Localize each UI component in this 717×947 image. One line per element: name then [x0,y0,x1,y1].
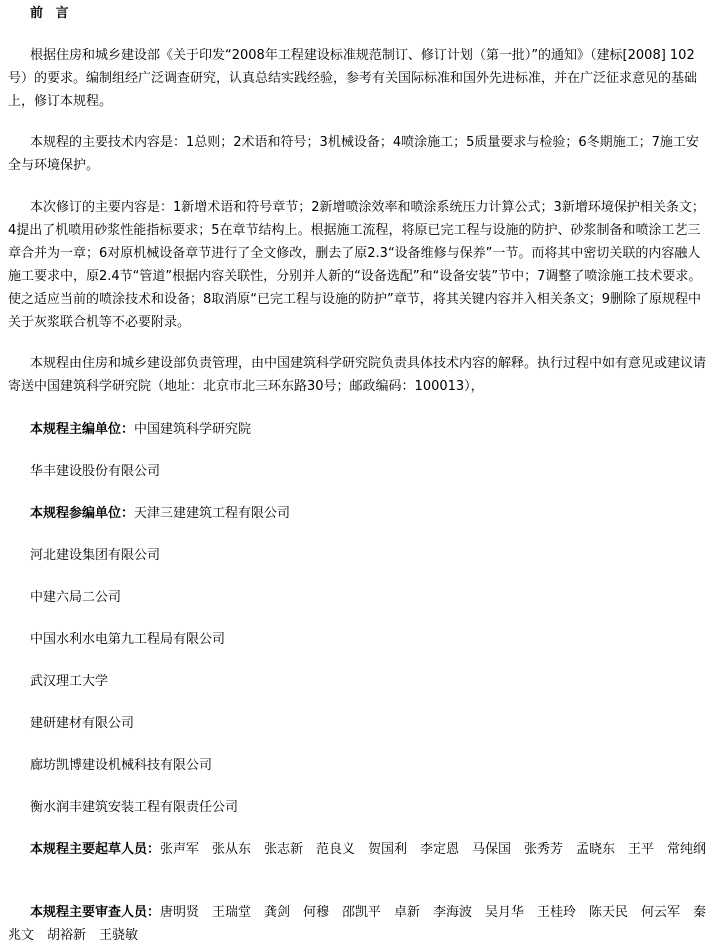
paragraph-background: 根据住房和城乡建设部《关于印发“2008年工程建设标准规范制订、修订计划（第一批）”的通知》（建标[2008] 102号）的要求。编制组经广泛调查研究，认真总结实践经验，参考有关国际标准和国外先进标准，并在广泛征求意见的基础上，修订本规程。 [8,48,698,109]
paragraph-management: 本规程由住房和城乡建设部负责管理，由中国建筑科学研究院负责具体技术内容的解释。执行过程中如有意见或建议请寄送中国建筑科学研究院（地址：北京市北三环东路30号；邮政编码：100013）， [8,356,707,394]
participant-unit-8: 衡水润丰建筑安装工程有限责任公司 [30,800,239,815]
participant-unit-6: 建研建材有限公司 [30,716,135,731]
reviewers-label: 本规程主要审查人员： [30,905,161,920]
reviewers-paragraph [8,901,710,947]
drafters-paragraph [8,838,710,861]
reviewers-names: 唐明贤 王瑞堂 龚剑 何穆 邵凯平 卓新 李海波 吴月华 王桂玲 陈天民 何云军 秦兆文 胡裕新 王骁敏 [8,905,707,943]
drafters-names: 张声军 张从东 张志新 范良义 贺国利 李定恩 马保国 张秀芳 孟晓东 王平 常纯纲 [160,842,707,857]
chief-unit-1: 中国建筑科学研究院 [134,422,252,437]
page-title: 前 言 [30,6,73,21]
participant-unit-label: 本规程参编单位： [30,506,135,521]
paragraph-main-content: 本规程的主要技术内容是：1总则；2术语和符号；3机械设备；4喷涂施工；5质量要求与检验；6冬期施工；7施工安全与环境保护。 [8,135,699,173]
chief-unit-label: 本规程主编单位： [30,422,135,437]
chief-unit-line [30,421,251,439]
paragraph-revision: 本次修订的主要内容是：1新增术语和符号章节；2新增喷涂效率和喷涂系统压力计算公式；3新增环境保护相关条文；4提出了机喷用砂浆性能指标要求；5在章节结构上。根据施工流程，将原已完工程与设施的防护、砂浆制备和喷涂工艺三章合并为一章；6对原机械设备章节进行了全文修改，删去了原2.3“设备维修与保养”一节。而将其中密切关联的内容融人施工要求中，原2.4节“管道”根据内容关联性，分别并人新的“设备选配”和“设备安装”节中；7调整了喷涂施工技术要求。使之适应当前的喷涂技术和设备；8取消原“已完工程与设施的防护”章节，将其关键内容并入相关条文；9删除了原规程中关于灰浆联合机等不必要附录。 [8,200,705,330]
drafters-label: 本规程主要起草人员： [30,842,161,857]
participant-unit-2: 河北建设集团有限公司 [30,548,161,563]
participant-unit-line [30,505,290,523]
participant-unit-3: 中建六局二公司 [30,590,122,605]
participant-unit-1: 天津三建建筑工程有限公司 [134,506,291,521]
participant-unit-5: 武汉理工大学 [30,674,109,689]
participant-unit-7: 廊坊凯博建设机械科技有限公司 [30,758,213,773]
chief-unit-2: 华丰建设股份有限公司 [30,464,161,479]
participant-unit-4: 中国水利水电第九工程局有限公司 [30,632,226,647]
